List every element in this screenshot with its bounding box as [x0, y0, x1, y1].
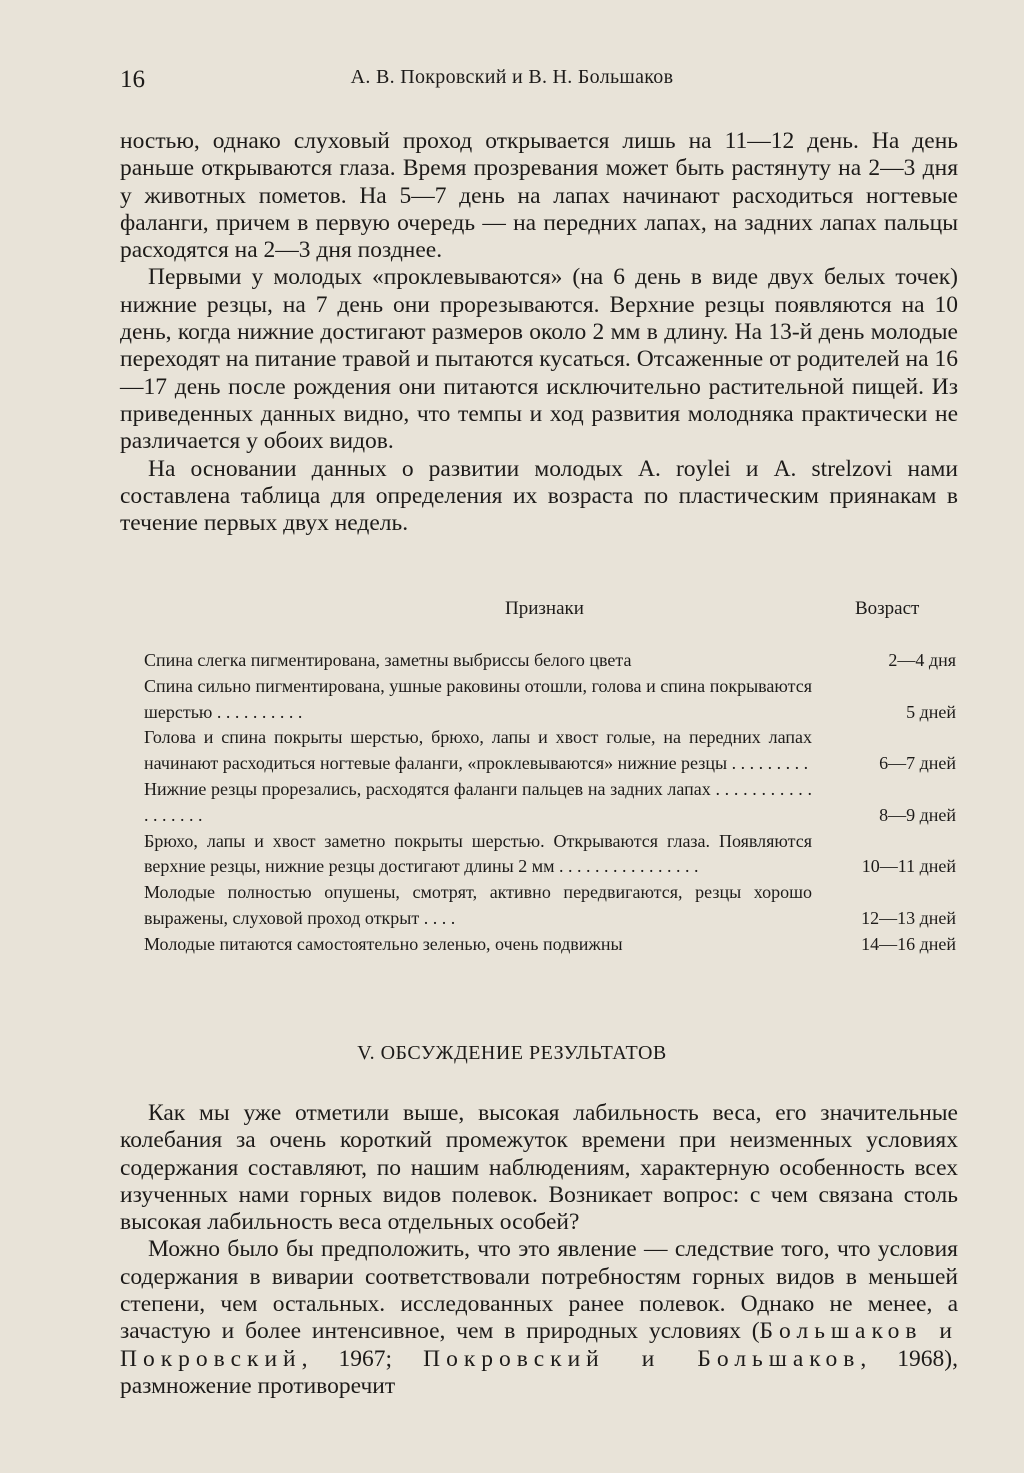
table-header-age: Возраст — [855, 598, 920, 619]
table-cell-sign: Молодые питаются самостоятельно зеленью, очень подвижны — [144, 933, 623, 954]
paragraph-text: , 1967; — [301, 1345, 424, 1372]
reference-authors: Большаков и Покровский — [120, 1318, 958, 1372]
table-cell-age: 14—16 дней — [861, 933, 956, 954]
body-text-top — [120, 128, 958, 537]
table-cell-sign: Спина слегка пигментирована, заметны выбриссы белого цвета — [144, 650, 632, 670]
table-cell-age: 6—7 дней — [879, 753, 956, 774]
table-cell-age: 5 дней — [906, 701, 956, 722]
reference-authors: Покровский и Большаков — [423, 1345, 861, 1372]
paragraph: Как мы уже отметили выше, высокая лабильность веса, его значительные колебания за очень короткий промежуток времени при неизменных условиях содержания составляют, по нашим наблюдениям, характерную особенность всех изученных нами горных видов полевок. Возникает вопрос: с чем связана столь высокая лабильность веса отдельных особей? — [120, 1100, 958, 1236]
table-cell-sign: Спина сильно пигментирована, ушные раковины отошли, голова и спина покрываются шерстью . . . . . . . . . . — [144, 675, 812, 722]
page-number: 16 — [120, 66, 145, 93]
age-table — [144, 648, 956, 958]
table-cell-age: 10—11 дней — [861, 856, 956, 877]
table-row — [144, 829, 956, 881]
paragraph-text: , 1968), размножение противоречит — [120, 1345, 959, 1399]
table-cell-sign: Голова и спина покрыты шерстью, брюхо, лапы и хвост голые, на передних лапах начинают расходиться ногтевые фаланги, «проклевываются» нижние резцы . . . . . . . . . — [144, 727, 812, 774]
body-text-bottom — [120, 1100, 958, 1400]
table-row — [144, 932, 956, 958]
paragraph: ностью, однако слуховый проход открывается лишь на 11—12 день. На день раньше открываются глаза. Время прозревания может быть растянуту на 2—3 дня у животных пометов. На 5—7 день на лапах начинают расходиться ногтевые фаланги, причем в первую очередь — на передних лапах, на задних лапах пальцы расходятся на 2—3 дня позднее. — [120, 128, 958, 264]
paragraph — [120, 1236, 958, 1400]
table-row — [144, 777, 956, 829]
section-heading: V. ОБСУЖДЕНИЕ РЕЗУЛЬТАТОВ — [357, 1042, 667, 1064]
table-row — [144, 674, 956, 726]
table-cell-age: 12—13 дней — [861, 907, 956, 928]
table-cell-sign: Нижние резцы прорезались, расходятся фаланги пальцев на задних лапах . . . . . . . . . . . . . . . . . . — [144, 778, 812, 825]
table-cell-age: 8—9 дней — [879, 804, 956, 825]
table-cell-sign: Брюхо, лапы и хвост заметно покрыты шерстью. Открываются глаза. Появляются верхние резцы, нижние резцы достигают длины 2 мм . . . . . . . . . . . . . . . . — [144, 830, 812, 877]
table-cell-age: 2—4 дня — [888, 650, 956, 670]
table-cell-sign: Молодые полностью опушены, смотрят, активно передвигаются, резцы хорошо выражены, слуховой проход открыт . . . . — [144, 882, 812, 928]
running-head: А. В. Покровский и В. Н. Большаков — [350, 66, 674, 88]
table-row — [144, 880, 956, 932]
table-row — [144, 725, 956, 777]
paragraph: Первыми у молодых «проклевываются» (на 6 день в виде двух белых точек) нижние резцы, на 7 день они прорезываются. Верхние резцы появляются на 10 день, когда нижние достигают размеров около 2 мм в длину. На 13-й день молодые переходят на питание травой и пытаются кусаться. Отсаженные от родителей на 16—17 день после рождения они питаются исключительно растительной пищей. Из приведенных данных видно, что темпы и ход развития молодняка практически не различается у обоих видов. — [120, 264, 958, 455]
table-row — [144, 648, 956, 674]
paragraph: На основании данных о развитии молодых A. roylei и A. strelzovi нами составлена таблица для определения их возраста по пластическим приянакам в течение первых двух недель. — [120, 455, 958, 537]
paragraph-text: Можно было бы предположить, что это явление — следствие того, что условия содержания в виварии соответствовали потребностям горных видов в меньшей степени, чем остальных. исследованных ранее полевок. Однако не менее, а зачастую и более интенсивное, чем в природных условиях ( — [120, 1236, 958, 1345]
table-header-signs: Признаки — [505, 598, 584, 619]
